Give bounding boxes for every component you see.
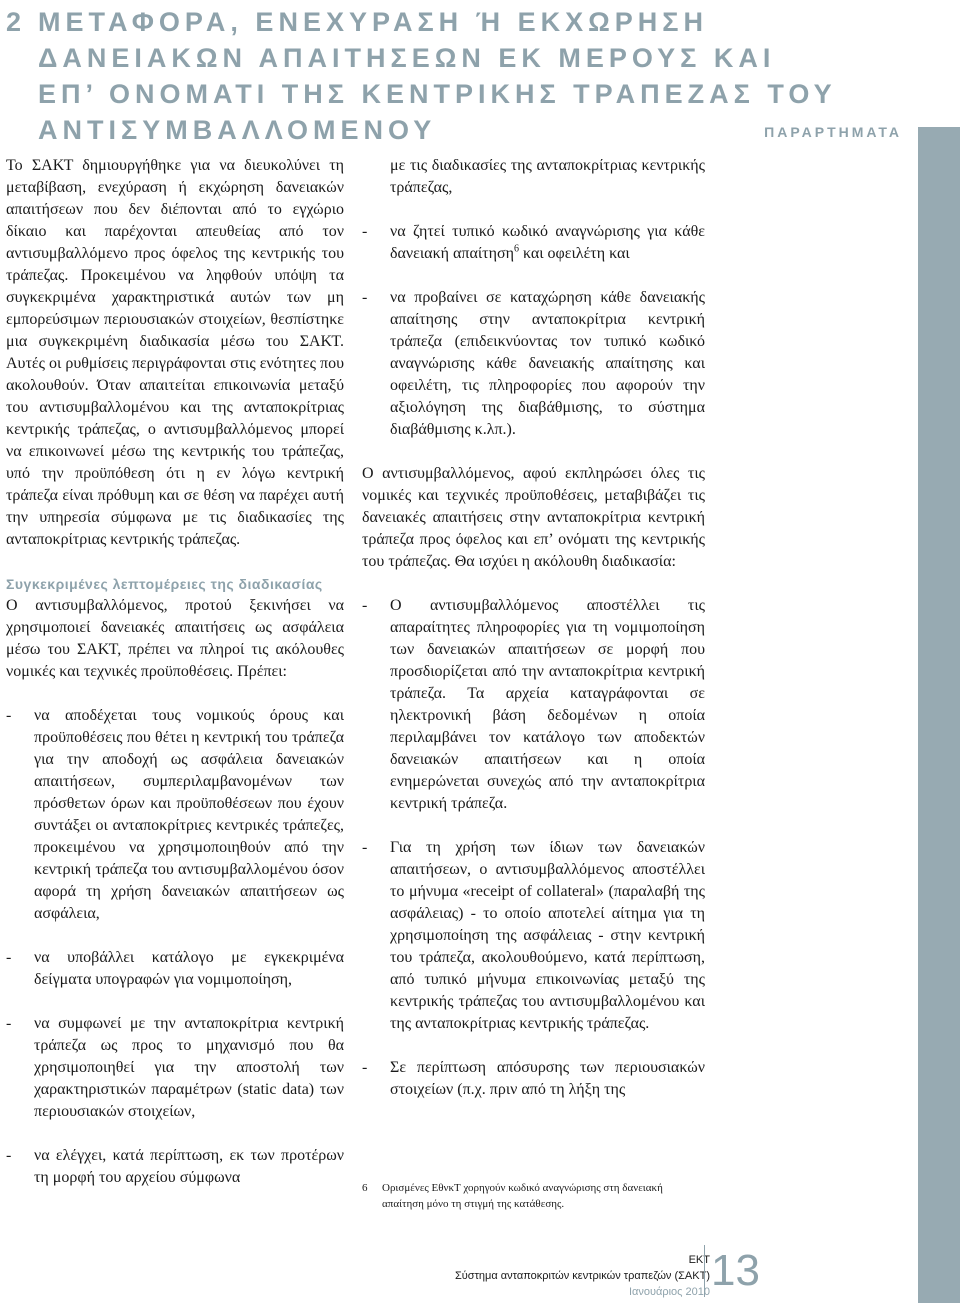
subheading: Συγκεκριμένες λεπτομέρειες της διαδικασίας [6,576,323,592]
requirements-list-continued [362,221,705,441]
footnote [362,1180,705,1212]
footer-date: Ιανουάριος 2010 [628,1286,710,1298]
list-item: - να προβαίνει σε καταχώρηση κάθε δανειακής απαίτησης στην ανταποκρίτρια κεντρική τράπεζα (επιδεικνύοντας τον τυπικό κωδικό αναγνώρισης κάθε δανειακής απαίτησης και οφειλέτη, τις πληροφορίες που αφορούν την αξιολόγηση της διαβάθμισης, το σύστημα διαβάθμισης κ.λπ.). [362,287,705,441]
heading-line: ΕΠ’ ΟΝΟΜΑΤΙ ΤΗΣ ΚΕΝΤΡΙΚΗΣ ΤΡΑΠΕΖΑΣ ΤΟΥ [38,79,837,109]
list-item: - Ο αντισυμβαλλόμενος αποστέλλει τις απαραίτητες πληροφορίες για τη νομιμοποίηση των δανειακών απαιτήσεων σε μορφή που προσδιορίζεται από την ανταποκρίτρια κεντρική τράπεζα. Τα αρχεία καταγράφονται σε ηλεκτρονική βάση δεδομένων η οποία περιλαμβάνει τον κατάλογο των αποδεκτών δανειακών απαιτήσεων και η οποία ενημερώνεται συνεχώς από την ανταποκρίτρια κεντρική τράπεζα. [362,595,705,815]
footnote-ref: 6 [513,243,519,255]
list-item: - να συμφωνεί με την ανταποκρίτρια κεντρική τράπεζα ως προς το μηχανισμό που θα χρησιμοποιηθεί για την αποστολή των χαρακτηριστικών παραμέτρων (static data) των περιουσιακών στοιχείων, [6,1013,344,1123]
page-number: 13 [704,1245,760,1297]
left-column [6,155,344,1211]
continued-text: με τις διαδικασίες της ανταποκρίτριας κεντρικής τράπεζας, [390,157,705,196]
page-footer [455,1252,710,1300]
side-color-bar [918,127,960,1303]
procedure-paragraph: Ο αντισυμβαλλόμενος, αφού εκπληρώσει όλες τις νομικές και τεχνικές προϋποθέσεις, μεταβιβάζει τις δανειακές απαιτήσεις στην ανταποκρίτρια κεντρική τράπεζα προς όφελος και επ’ ονόματι της κεντρικής του τράπεζας. Θα ισχύει η ακόλουθη διαδικασία: [362,465,705,570]
heading-line: ΔΑΝΕΙΑΚΩΝ ΑΠΑΙΤΗΣΕΩΝ ΕΚ ΜΕΡΟΥΣ ΚΑΙ [38,43,776,73]
right-column [362,155,705,1123]
list-item: - να υποβάλλει κατάλογο με εγκεκριμένα δείγματα υπογραφών για νομιμοποίηση, [6,947,344,991]
footnote-number: 6 [362,1182,368,1194]
requirements-list [6,705,344,1189]
section-number: 2 [6,7,22,37]
list-item: - να αποδέχεται τους νομικούς όρους και προϋποθέσεις που θέτει η κεντρική του τράπεζα για την αποδοχή ως ασφάλεια δανειακών απαιτήσεων, συμπεριλαμβανομένων των πρόσθετων όρων και προϋποθέσεων που έχουν συντάξει οι ανταποκρίτριες κεντρικές τράπεζες, προκειμένου να χρησιμοποιηθούν από την κεντρική τράπεζα του αντισυμβαλλομένου όσον αφορά τη χρήση δανειακών απαιτήσεων ως ασφάλεια, [6,705,344,925]
heading-line: ΑΝΤΙΣΥΜΒΑΛΛΟΜΕΝΟΥ [38,115,437,145]
intro-paragraph: Το ΣΑΚΤ δημιουργήθηκε για να διευκολύνει τη μεταβίβαση, ενεχύραση ή εκχώρηση δανειακών απαιτήσεων που δεν διέπονται από το εγχώριο δίκαιο και παρέχονται απευθείας από τον αντισυμβαλλόμενο προς όφελος της κεντρικής του τράπεζας. Προκειμένου να ληφθούν υπόψη τα συγκεκριμένα χαρακτηριστικά αυτών των μη εμπορεύσιμων περιουσιακών στοιχείων, θεσπίστηκε μια συγκεκριμένη διαδικασία μέσω του ΣΑΚΤ. Αυτές οι ρυθμίσεις περιγράφονται στις ενότητες που ακολουθούν. Όταν απαιτείται επικοινωνία μεταξύ του αντισυμβαλλομένου και της ανταποκρίτριας κεντρικής τράπεζας, ο αντισυμβαλλόμενος μπορεί να επικοινωνεί μέσω της κεντρικής του τράπεζας, υπό την προϋπόθεση ότι η εν λόγω κεντρική τράπεζα είναι πρόθυμη και σε θέση να παρέχει αυτή την υπηρεσία σύμφωνα με τις διαδικασίες της ανταποκρίτριας κεντρικής τράπεζας. [6,157,344,548]
list-item: - Για τη χρήση των ίδιων των δανειακών απαιτήσεων, ο αντισυμβαλλόμενος αποστέλλει το μήνυμα «receipt of collateral» (παραλαβή της ασφάλειας) - το οποίο αποτελεί αίτημα για τη χρησιμοποίηση της ασφάλειας - στην κεντρική του τράπεζα, ακολουθούμενο, κατά περίπτωση, από τυπικό μήνυμα επικοινωνίας μεταξύ της κεντρικής τράπεζας του αντισυμβαλλομένου και της ανταποκρίτριας κεντρικής τράπεζας. [362,837,705,1035]
list-item: - να ζητεί τυπικό κωδικό αναγνώρισης για κάθε δανειακή απαίτηση$^6$ και οφειλέτη και [362,221,705,265]
footnote-text: Ορισμένες ΕθνκΤ χορηγούν κωδικό αναγνώρισης στη δανειακή απαίτηση μόνο τη στιγμή της κατάθεσης. [382,1182,663,1210]
procedure-list [362,595,705,1101]
list-item: - να ελέγχει, κατά περίπτωση, εκ των προτέρων τη μορφή του αρχείου σύμφωνα [6,1145,344,1189]
list-item: - Σε περίπτωση απόσυρσης των περιουσιακών στοιχείων (π.χ. πριν από τη λήξη της [362,1057,705,1101]
footer-title: Σύστημα ανταποκριτών κεντρικών τραπεζών (ΣΑΚΤ) [454,1270,710,1282]
requirements-paragraph: Ο αντισυμβαλλόμενος, προτού ξεκινήσει να χρησιμοποιεί δανειακές απαιτήσεις ως ασφάλεια μέσω του ΣΑΚΤ, πρέπει να πληροί τις ακόλουθες νομικές και τεχνικές προϋποθέσεις. Πρέπει: [6,597,344,680]
side-section-label: ΠΑΡΑΡΤΗΜΑΤΑ [764,124,902,140]
footer-org: ΕΚΤ [688,1254,710,1266]
heading-line: ΜΕΤΑΦΟΡΑ, ΕΝΕΧΥΡΑΣΗ Ή ΕΚΧΩΡΗΣΗ [38,7,709,37]
